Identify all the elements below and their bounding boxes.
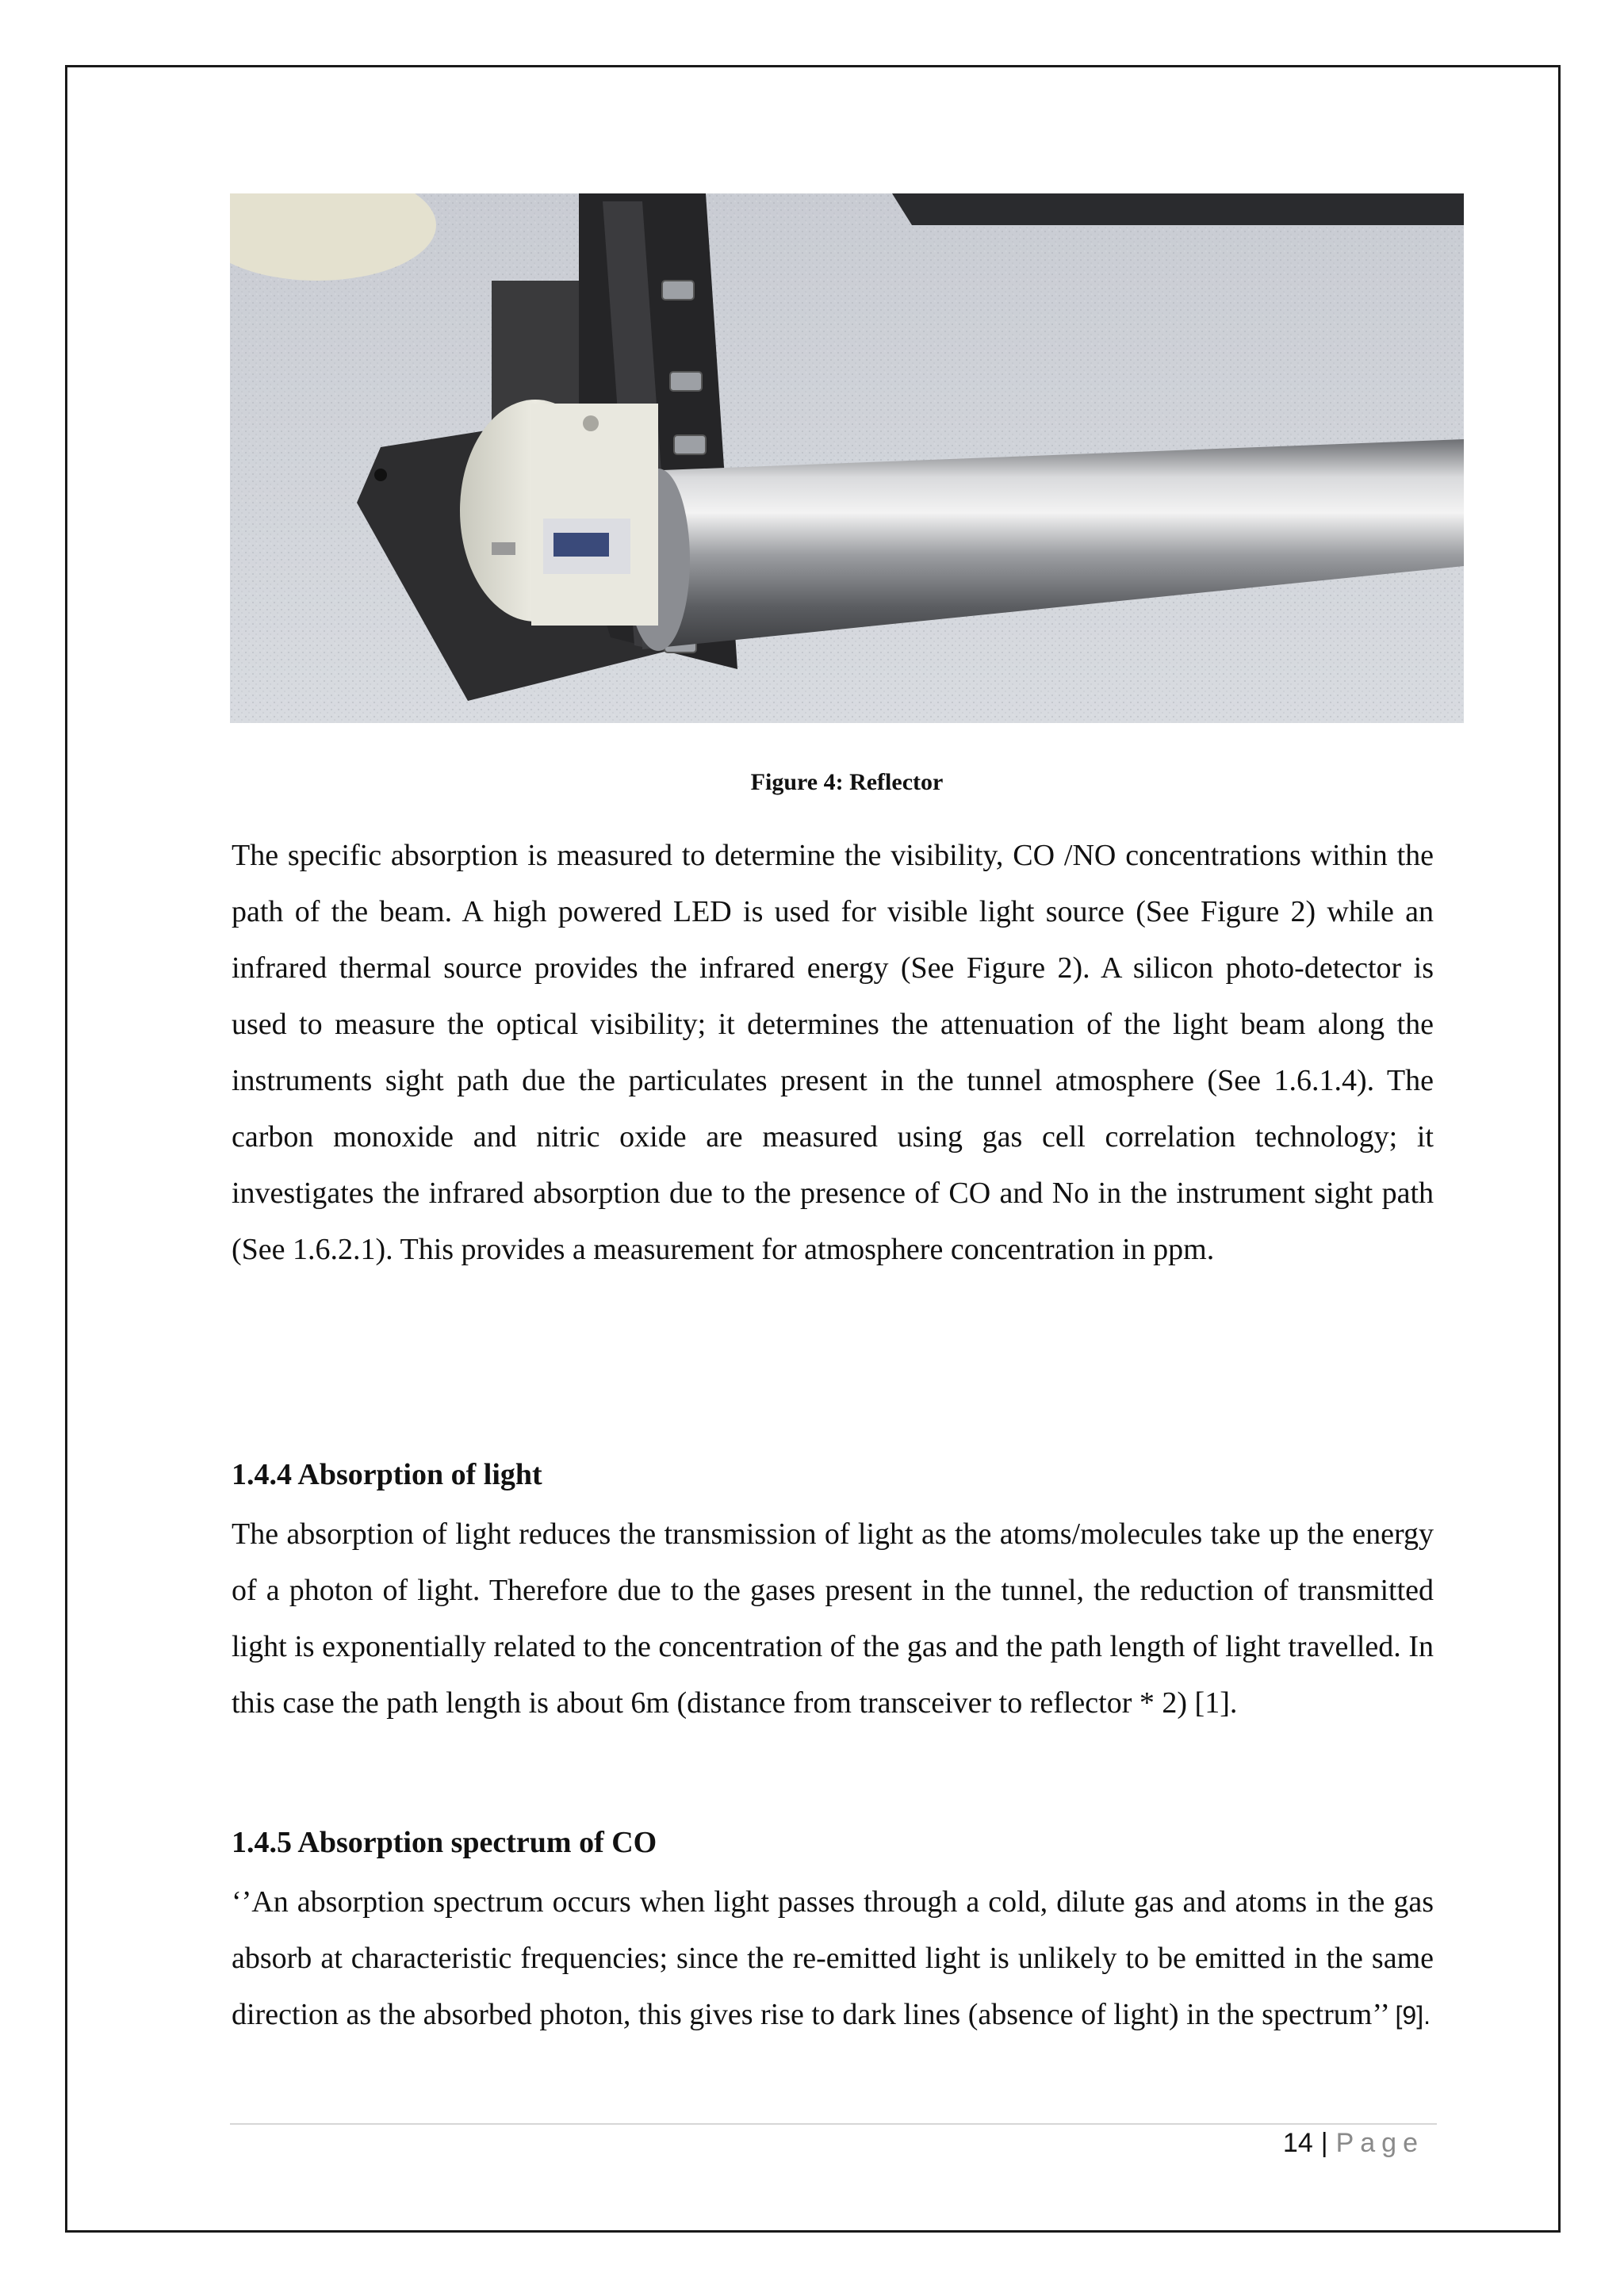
reflector-photo	[230, 193, 1464, 723]
section-heading-1-4-5: 1.4.5 Absorption spectrum of CO	[232, 1826, 657, 1859]
body-paragraph-2: The absorption of light reduces the transmission of light as the atoms/molecules take up the energy of a photon of light. Therefore due to the gases present in the tunnel, the reduction of transmitted light is exponentially related to the concentration of the gas and the path length of light travelled. In this case the path length is about 6m (distance from transceiver to reflector * 2) [1].	[232, 1517, 1434, 1720]
body-paragraph-3	[232, 1874, 1434, 2044]
citation: [9].	[1395, 2001, 1431, 2030]
quote-text: ‘’An absorption spectrum occurs when light passes through a cold, dilute gas and atoms in the gas absorb at characteristic frequencies; since the re-emitted light is unlikely to be emitted in the same direction as the absorbed photon, this gives rise to dark lines (absence of light) in the spectrum’’	[232, 1885, 1434, 2031]
page-number: 14	[1282, 2128, 1313, 2158]
page-word: Page	[1335, 2128, 1424, 2158]
body-paragraph-1: The specific absorption is measured to determine the visibility, CO /NO concentrations within the path of the beam. A high powered LED is used for visible light source (See Figure 2) while an infrared thermal source provides the infrared energy (See Figure 2). A silicon photo-detector is used to measure the optical visibility; it determines the attenuation of the light beam along the instruments sight path due the particulates present in the tunnel atmosphere (See 1.6.1.4). The carbon monoxide and nitric oxide are measured using gas cell correlation technology; it investigates the infrared absorption due to the presence of CO and No in the instrument sight path (See 1.6.2.1). This provides a measurement for atmosphere concentration in ppm.	[232, 839, 1434, 1266]
section-heading-1-4-4: 1.4.4 Absorption of light	[232, 1458, 542, 1491]
footer-separator: |	[1320, 2128, 1328, 2158]
footer-rule	[230, 2123, 1437, 2125]
page-footer	[1283, 2128, 1424, 2159]
figure-caption: Figure 4: Reflector	[750, 769, 944, 795]
